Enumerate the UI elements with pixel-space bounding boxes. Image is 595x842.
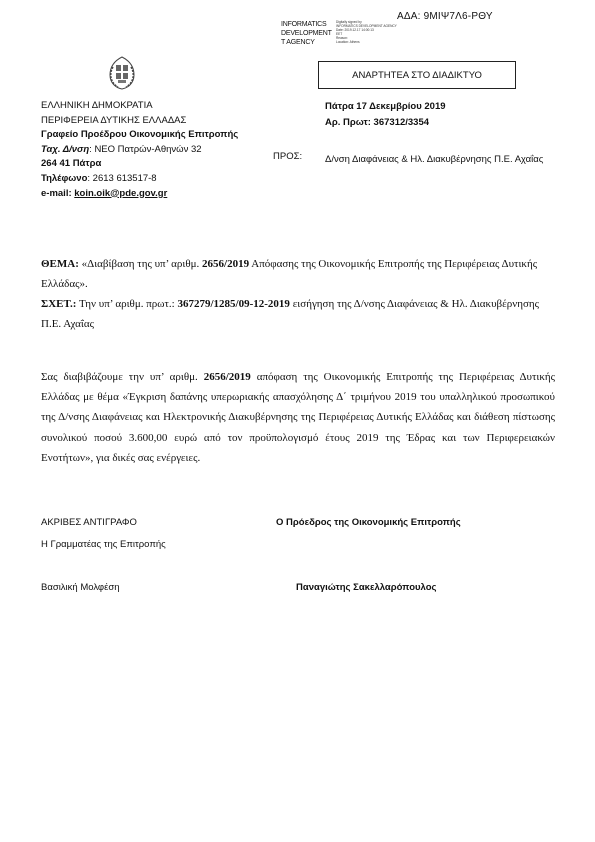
ada-code: ΑΔΑ: 9ΜΙΨ7Λ6-ΡΘΥ (397, 11, 493, 22)
stamp-detail: INFORMATICS DEVELOPMENT AGENCY (336, 24, 397, 28)
document-meta (325, 99, 446, 131)
stamp-detail: EET (336, 32, 343, 36)
body-text: Σας διαβιβάζουμε την υπ’ αριθμ. (41, 371, 204, 383)
document-date: Πάτρα 17 Δεκεμβρίου 2019 (325, 101, 446, 112)
address-label: Ταχ. Δ/νση (41, 143, 90, 155)
secretary-name: Βασιλική Μολφέση (41, 582, 120, 593)
secretary-title: Η Γραμματέας της Επιτροπής (41, 539, 166, 550)
recipient-value: Δ/νση Διαφάνειας & Ηλ. Διακυβέρνησης Π.Ε. Αχαΐας (325, 154, 544, 165)
subject-text: Απόφασης της Οικονομικής Επιτροπής της Περιφέρειας Δυτικής Ελλάδας». (41, 258, 538, 290)
president-name: Παναγιώτης Σακελλαρόπουλος (296, 582, 437, 593)
stamp-detail: Date: 2019.12.17 14:00:13 (336, 28, 374, 32)
subject-line (41, 254, 555, 294)
greek-emblem-icon (104, 55, 140, 91)
related-text: Την υπ’ αριθμ. πρωτ.: (76, 298, 178, 310)
protocol-number: Αρ. Πρωτ: 367312/3354 (325, 117, 430, 128)
email-label: e-mail: (41, 187, 75, 199)
president-title: Ο Πρόεδρος της Οικονομικής Επιτροπής (276, 517, 461, 528)
recipient-label: ΠΡΟΣ: (273, 151, 303, 162)
region-line: ΠΕΡΙΦΕΡΕΙΑ ΔΥΤΙΚΗΣ ΕΛΛΑΔΑΣ (41, 114, 187, 126)
related-protocol-number: 367279/1285/09-12-2019 (177, 298, 290, 310)
phone-label: Τηλέφωνο (41, 172, 88, 184)
subject-text: «Διαβίβαση της υπ’ αριθμ. (78, 258, 203, 270)
country-line: ΕΛΛΗΝΙΚΗ ΔΗΜΟΚΡΑΤΙΑ (41, 100, 153, 111)
true-copy-label: ΑΚΡΙΒΕΣ ΑΝΤΙΓΡΑΦΟ (41, 517, 137, 528)
email-link[interactable]: koin.oik@pde.gov.gr (74, 187, 168, 199)
digital-signature-stamp (281, 20, 397, 61)
subject-block (41, 254, 555, 334)
body-decision-number: 2656/2019 (203, 371, 251, 383)
stamp-line: DEVELOPMENT (281, 30, 332, 37)
related-line (41, 294, 555, 334)
body-text: απόφαση της Οικονομικής Επιτροπής της Περιφέρειας Δυτικής Ελλάδας με θέμα «Έγκριση δαπάνης υπερωριακής απασχόλησης Δ΄ τριμήνου 2019 του υπαλληλικού προσωπικού της Δ/νσης Διαφάνειας και Ηλεκτρονικής Διακυβέρνησης της Περιφέρειας Δυτικής Ελλάδας και διάθεση πίστωσης συνολικού ποσού 3.600,00 ευρώ από τον προϋπολογισμό έτους 2019 της Έδρας και των Περιφερειακών Ενοτήτων», για δικές σας ενέργειες. (41, 371, 555, 464)
stamp-line: INFORMATICS (281, 21, 327, 28)
stamp-line: T AGENCY (281, 39, 315, 46)
phone-value: : 2613 613517-8 (87, 172, 157, 184)
related-text: εισήγηση της Δ/νσης Διαφάνειας & Ηλ. Διακυβέρνησης Π.Ε. Αχαΐας (41, 298, 540, 330)
stamp-detail: Digitally signed by (336, 20, 362, 24)
stamp-detail: Location: Athens (336, 40, 360, 44)
stamp-detail: Reason: (336, 36, 348, 40)
subject-label: ΘΕΜΑ: (41, 258, 79, 270)
related-label: ΣΧΕΤ.: (41, 298, 77, 310)
sender-block (41, 99, 238, 201)
office-line: Γραφείο Προέδρου Οικονομικής Επιτροπής (41, 129, 239, 141)
address-value: : ΝΕΟ Πατρών-Αθηνών 32 (89, 143, 202, 155)
postcode-line: 264 41 Πάτρα (41, 158, 102, 170)
publish-online-box: ΑΝΑΡΤΗΤΕΑ ΣΤΟ ΔΙΑΔΙΚΤΥΟ (318, 61, 516, 89)
body-paragraph (41, 367, 555, 468)
decision-number: 2656/2019 (202, 258, 250, 270)
